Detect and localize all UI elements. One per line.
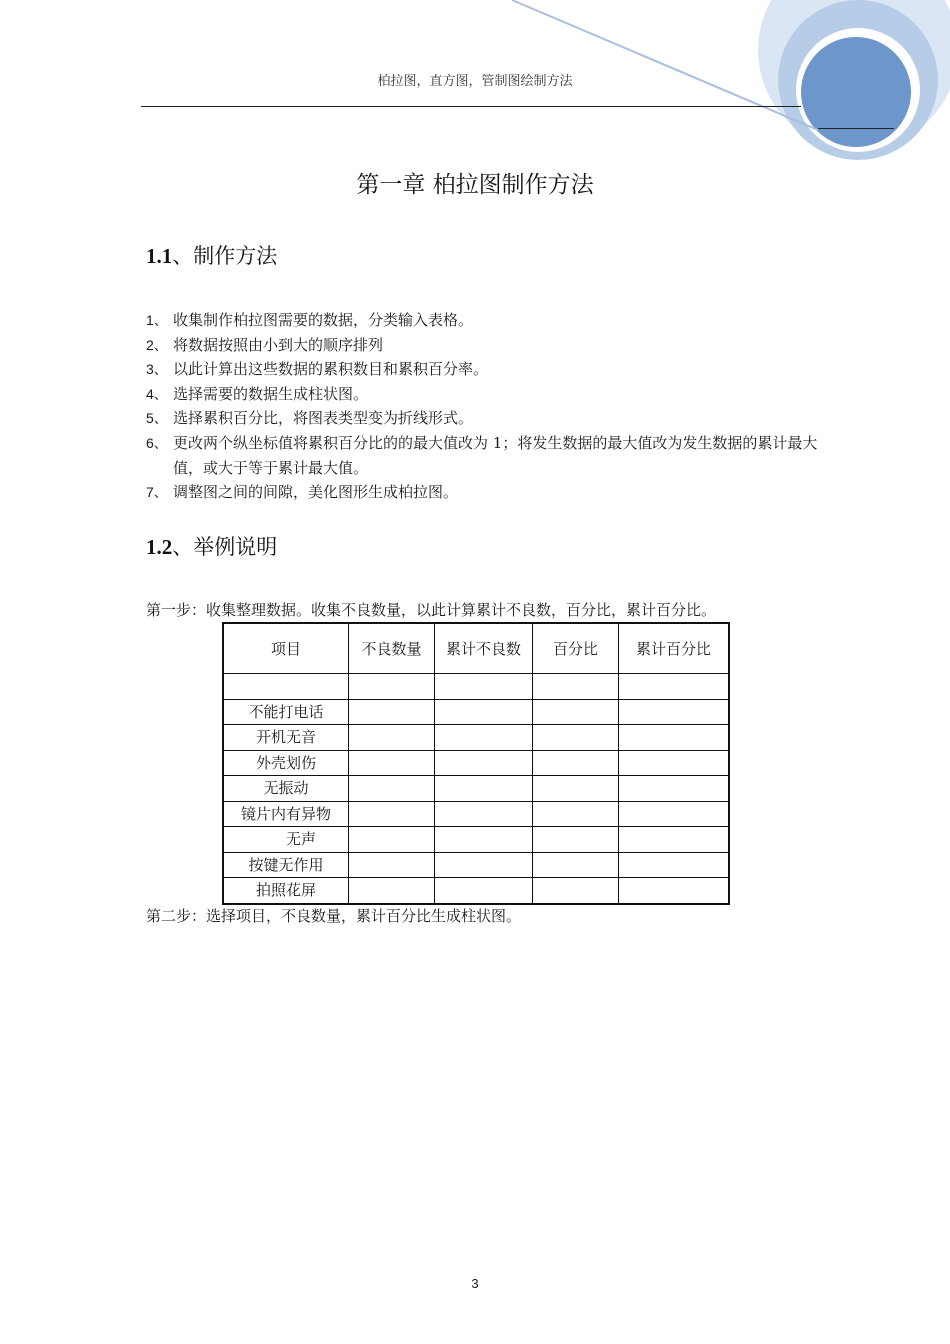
cell [533,699,619,725]
cell [349,674,435,700]
cell [533,725,619,751]
col-header-percent: 百分比 [533,623,619,674]
header-rule [141,106,801,107]
cell [619,878,730,904]
chapter-title: 第一章 柏拉图制作方法 [356,172,594,198]
cell [533,674,619,700]
cell [619,674,730,700]
cell [533,801,619,827]
table-row [223,674,729,700]
list-item [146,357,826,382]
section-title: 、制作方法 [172,244,278,268]
table-row [223,801,729,827]
cell [435,725,533,751]
cell [349,801,435,827]
cell [349,852,435,878]
col-header-cumulative-defects: 累计不良数 [435,623,533,674]
list-item [146,406,826,431]
row-label: 外壳划伤 [223,750,349,776]
row-label: 按键无作用 [223,852,349,878]
list-item [146,308,826,333]
step-text: 以此计算出这些数据的累积数目和累积百分率。 [173,360,489,379]
col-header-defect-count: 不良数量 [349,623,435,674]
list-item [146,480,826,505]
row-label: 无声 [223,827,349,853]
cell [619,776,730,802]
section-heading-2 [146,531,277,561]
steps-list [146,308,826,505]
row-label: 镜片内有异物 [223,801,349,827]
step-number: 5、 [146,410,168,427]
cell [619,725,730,751]
cell [619,827,730,853]
cell [349,725,435,751]
section-heading-1 [146,240,277,270]
cell [349,776,435,802]
cell [533,878,619,904]
cell [435,750,533,776]
step-text: 选择需要的数据生成柱状图。 [173,384,369,403]
step-text: 收集制作柏拉图需要的数据，分类输入表格。 [173,311,474,329]
cell [435,776,533,802]
step-number: 3、 [146,361,168,378]
cell [533,776,619,802]
step-number: 7、 [146,484,168,501]
step-number: 6、 [146,434,168,451]
defect-table [222,622,730,905]
row-label: 无振动 [223,776,349,802]
section-number: 1.2 [146,535,173,559]
header-rule-right [818,128,894,129]
cell [435,852,533,878]
cell [533,852,619,878]
cell [349,827,435,853]
table-row [223,776,729,802]
step-text: 更改两个纵坐标值将累积百分比的的最大值改为 1；将发生数据的最大值改为发生数据的累计最大值，或大于等于累计最大值。 [173,433,818,477]
step-text: 调整图之间的间隙，美化图形生成柏拉图。 [173,483,459,502]
cell [349,699,435,725]
step-two-text: 第二步：选择项目，不良数量，累计百分比生成柱状图。 [146,907,522,925]
step-text: 选择累积百分比，将图表类型变为折线形式。 [173,409,474,428]
cell [619,699,730,725]
table-row [223,750,729,776]
cell [619,750,730,776]
cell [435,801,533,827]
section-title: 、举例说明 [172,535,278,559]
list-item [146,431,826,480]
table-row [223,699,729,725]
cell [349,750,435,776]
step-number: 4、 [146,385,168,402]
cell [349,878,435,904]
table-row [223,827,729,853]
table-header-row [223,623,729,674]
cell [619,852,730,878]
step-number: 2、 [146,336,168,353]
section-number: 1.1 [146,244,173,268]
cell [435,699,533,725]
col-header-cumulative-percent: 累计百分比 [619,623,730,674]
page-number: 3 [471,1276,479,1291]
table-row [223,852,729,878]
step-one-text: 第一步：收集整理数据。收集不良数量，以此计算累计不良数，百分比，累计百分比。 [146,601,717,619]
row-label [223,674,349,700]
row-label: 不能打电话 [223,699,349,725]
list-item [146,333,826,358]
cell [435,674,533,700]
cell [619,801,730,827]
cell [435,878,533,904]
header-title: 柏拉图，直方图，管制图绘制方法 [377,74,573,89]
col-header-item: 项目 [223,623,349,674]
table-row [223,878,729,904]
cell [435,827,533,853]
row-label: 拍照花屏 [223,878,349,904]
step-text: 将数据按照由小到大的顺序排列 [173,335,384,354]
table-row [223,725,729,751]
row-label: 开机无音 [223,725,349,751]
cell [533,750,619,776]
list-item [146,382,826,407]
step-number: 1、 [146,312,168,328]
cell [533,827,619,853]
